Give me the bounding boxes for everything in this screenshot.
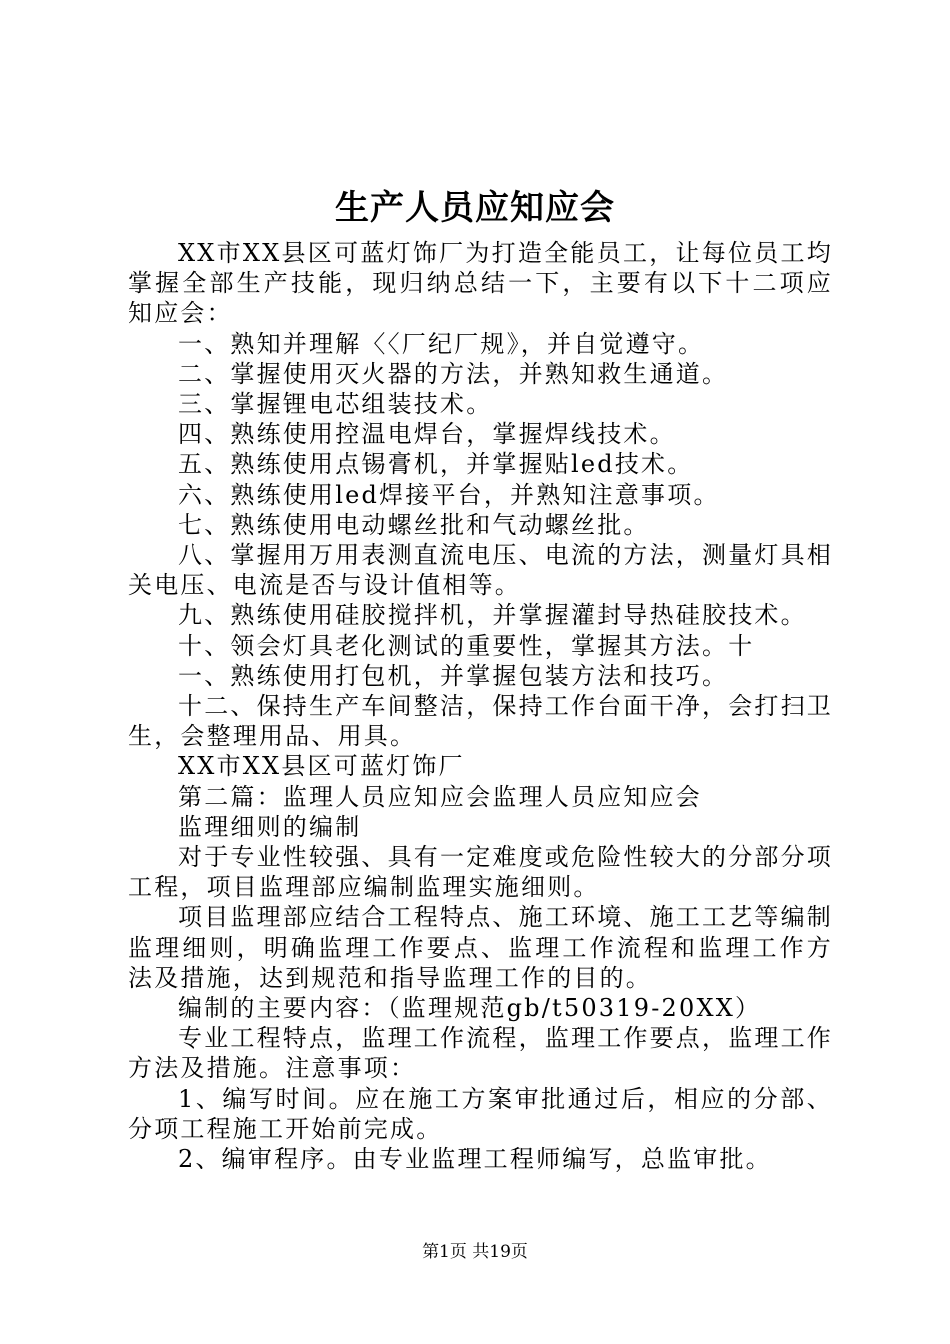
list-item-9: 九、熟练使用硅胶搅拌机，并掌握灌封导热硅胶技术。 <box>178 601 807 630</box>
section-heading: 第二篇：监理人员应知应会监理人员应知应会 <box>178 782 702 811</box>
list-item-2: 二、掌握使用灭火器的方法，并熟知救生通道。 <box>178 359 729 388</box>
body-paragraph: 编制的主要内容：（监理规范gb/t50319-20XX） <box>178 994 762 1023</box>
list-item-11: 一、熟练使用打包机，并掌握包装方法和技巧。 <box>178 661 729 690</box>
list-item-8: 八、掌握用万用表测直流电压、电流的方法，测量灯具相关电压、电流是否与设计值相等。 <box>128 541 833 600</box>
page-number: 第1页 共19页 <box>422 1242 528 1262</box>
body-paragraph: 2、编审程序。由专业监理工程师编写，总监审批。 <box>178 1145 772 1174</box>
intro-paragraph: XX市XX县区可蓝灯饰厂为打造全能员工，让每位员工均掌握全部生产技能，现归纳总结一下，主要有以下十二项应知应会： <box>128 239 833 328</box>
list-item-3: 三、掌握锂电芯组装技术。 <box>178 390 493 419</box>
list-item-5: 五、熟练使用点锡膏机，并掌握贴led技术。 <box>178 450 694 479</box>
list-item-1: 一、熟知并理解〈〈厂纪厂规》，并自觉遵守。 <box>178 329 705 358</box>
document-body <box>128 238 833 1174</box>
list-item-10: 十、领会灯具老化测试的重要性，掌握其方法。十 <box>178 631 755 660</box>
list-item-7: 七、熟练使用电动螺丝批和气动螺丝批。 <box>178 510 650 539</box>
list-item-12: 十二、保持生产车间整洁，保持工作台面干净，会打扫卫生，会整理用品、用具。 <box>128 692 833 751</box>
body-paragraph: 项目监理部应结合工程特点、施工环境、施工工艺等编制监理细则，明确监理工作要点、监理工作流程和监理工作方法及措施，达到规范和指导监理工作的目的。 <box>128 903 833 992</box>
signature-line: XX市XX县区可蓝灯饰厂 <box>178 752 465 781</box>
list-item-4: 四、熟练使用控温电焊台，掌握焊线技术。 <box>178 420 676 449</box>
body-paragraph: 专业工程特点，监理工作流程，监理工作要点，监理工作方法及措施。注意事项： <box>128 1024 833 1083</box>
list-item-6: 六、熟练使用led焊接平台，并熟知注意事项。 <box>178 480 720 509</box>
subsection-heading: 监理细则的编制 <box>178 812 362 841</box>
body-paragraph: 对于专业性较强、具有一定难度或危险性较大的分部分项工程，项目监理部应编制监理实施细则。 <box>128 843 833 902</box>
body-paragraph: 1、编写时间。应在施工方案审批通过后，相应的分部、分项工程施工开始前完成。 <box>128 1084 833 1143</box>
document-title: 生产人员应知应会 <box>335 188 615 228</box>
